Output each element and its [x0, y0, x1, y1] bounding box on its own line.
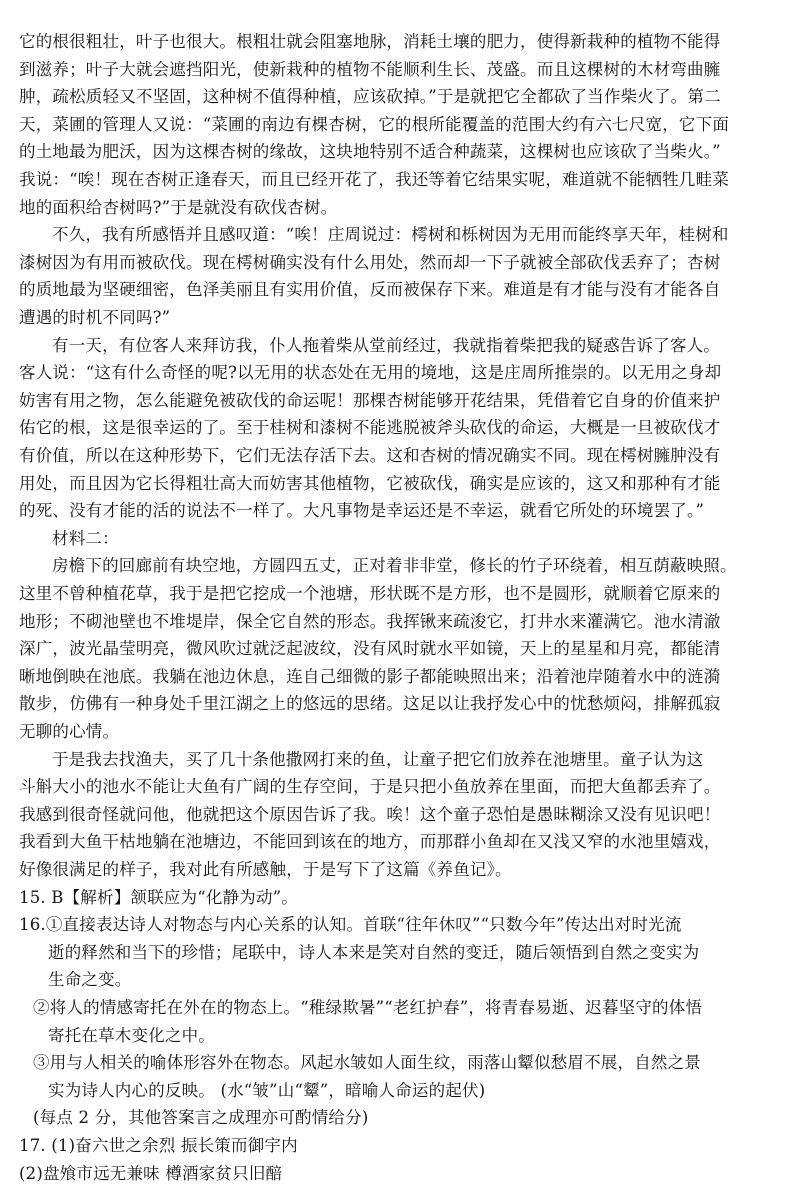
answer-15: 15. B【解析】颔联应为“化静为动”。 — [19, 887, 298, 907]
text-line: 的土地最为肥沃，因为这棵杏树的缘故，这块地特别不适合种蔬菜，这棵树也应该砍了当柴火。” — [19, 142, 721, 162]
text-line: 这里不曾种植花草，我于是把它挖成一个池塘，形状既不是方形，也不是圆形，就顺着它原来的 — [19, 584, 721, 603]
text-line: 逝的释然和当下的珍惜；尾联中，诗人本来是笑对自然的变迁，随后领悟到自然之变实为 — [48, 942, 700, 962]
text-line: 有价值，所以在这种形势下，它们无法存活下去。这和杏树的情况确实不同。现在樗树臃肿没有 — [19, 446, 721, 465]
text-line: 地的面积给杏树吗?”于是就没有砍伐杏树。 — [19, 197, 338, 217]
section-heading: 材料二： — [52, 528, 119, 548]
text-line: 的死、没有才能的活的说法不一样了。大凡事物是幸运还是不幸运，就看它所处的环境罢了。” — [19, 501, 705, 521]
text-line: ②将人的情感寄托在外在的物态上。“稚绿欺暑”“老红护春”，将青春易逝、迟暮坚守的体悟 — [33, 998, 703, 1017]
text-line: 漆树因为有用而被砍伐。现在樗树确实没有什么用处，然而却一下子就被全部砍伐丢弃了；杏树 — [19, 252, 721, 272]
text-line: 好像很满足的样子，我对此有所感触，于是写下了这篇《养鱼记》。 — [19, 860, 512, 879]
text-line: (2)盘飧市远无兼味 樽酒家贫只旧醅 — [19, 1163, 283, 1183]
text-line: 的质地最为坚硬细密，色泽美丽且有实用价值，反而被保存下来。难道是有才能与没有才能各自 — [19, 280, 721, 300]
answer-17: 17. (1)奋六世之余烈 振长策而御宇内 — [19, 1136, 298, 1155]
text-line: 斗斛大小的池水不能让大鱼有广阔的生存空间，于是只把小鱼放养在里面，而把大鱼都丢弃了。 — [19, 777, 721, 797]
text-line: 我说：“唉！现在杏树正逢春天，而且已经开花了，我还等着它结果实呢，难道就不能牺牲几畦菜 — [19, 170, 730, 189]
text-line: 我感到很奇怪就问他，他就把这个原因告诉了我。唉！这个童子恐怕是愚昧糊涂又没有见识吧！ — [19, 804, 721, 824]
text-line: 寄托在草木变化之中。 — [48, 1025, 215, 1045]
text-line: 生命之变。 — [48, 970, 132, 990]
text-line: 遭遇的时机不同吗?” — [19, 308, 171, 327]
text-line: 实为诗人内心的反映。 (水“皱”山“颦”，暗喻人命运的起伏) — [48, 1080, 486, 1100]
text-line: 地形；不砌池壁也不堆堤岸，保全它自然的形态。我挥锹来疏浚它，打井水来灌满它。池水清澈 — [19, 611, 721, 631]
scoring-note: (每点 2 分，其他答案言之成理亦可酌情给分) — [33, 1108, 369, 1128]
text-line: 佑它的根，这是很幸运的了。至于桂树和漆树不能逃脱被斧头砍伐的命运，大概是一旦被砍伐才 — [19, 418, 721, 438]
text-line: 天，菜圃的管理人又说：“菜圃的南边有棵杏树，它的根所能覆盖的范围大约有六七尺宽，它下面 — [19, 114, 730, 134]
text-line: 妨害有用之物，怎么能避免被砍伐的命运呢！那棵杏树能够开花结果，凭借着它自身的价值来护 — [19, 390, 721, 410]
text-line: 客人说：“这有什么奇怪的呢?以无用的状态处在无用的境地，这是庄周所推崇的。以无用之身却 — [19, 363, 722, 383]
text-line: 有一天，有位客人来拜访我，仆人拖着柴从堂前经过，我就指着柴把我的疑惑告诉了客人。 — [52, 335, 720, 355]
text-line: 晰地倒映在池底。我躺在池边休息，连自己细微的影子都能映照出来；沿着池岸随着水中的涟漪 — [19, 666, 721, 686]
text-line: 房檐下的回廊前有块空地，方圆四五丈，正对着非非堂，修长的竹子环绕着，相互荫蔽映照。 — [52, 556, 737, 576]
text-line: 肿，疏松质轻又不坚固，这种树不值得种植，应该砍掉。”于是就把它全都砍了当作柴火了。第二 — [19, 87, 721, 107]
text-line: 用处，而且因为它长得粗壮高大而妨害其他植物，它被砍伐，确实是应该的，这又和那种有才能 — [19, 473, 721, 493]
text-line: ③用与人相关的喻体形容外在物态。风起水皱如人面生纹，雨落山颦似愁眉不展，自然之景 — [33, 1053, 701, 1073]
text-line: 它的根很粗壮，叶子也很大。根粗壮就会阻塞地脉，消耗土壤的肥力，使得新栽种的植物不能得 — [19, 32, 721, 51]
text-line: 不久，我有所感悟并且感叹道：“唉！庄周说过：樗树和栎树因为无用而能终享天年，桂树和 — [52, 225, 729, 245]
text-line: 于是我去找渔夫，买了几十条他撒网打来的鱼，让童子把它们放养在池塘里。童子认为这 — [52, 749, 704, 769]
text-line: 散步，仿佛有一种身处千里江湖之上的悠远的思绪。这足以让我抒发心中的忧愁烦闷，排解孤寂 — [19, 694, 721, 714]
text-line: 深广，波光晶莹明亮，微风吹过就泛起波纹，没有风时就水平如镜，天上的星星和月亮，都能清 — [19, 639, 721, 659]
text-line: 我看到大鱼干枯地躺在池塘边，不能回到该在的地方，而那群小鱼却在又浅又窄的水池里嬉戏， — [19, 832, 721, 852]
answer-16: 16.①直接表达诗人对物态与内心关系的认知。首联“往年休叹”“只数今年”传达出对时光流 — [19, 915, 682, 935]
text-line: 无聊的心情。 — [19, 722, 120, 741]
text-line: 到滋养；叶子大就会遮挡阳光，使新栽种的植物不能顺利生长、茂盛。而且这棵树的木材弯曲臃 — [19, 59, 721, 79]
